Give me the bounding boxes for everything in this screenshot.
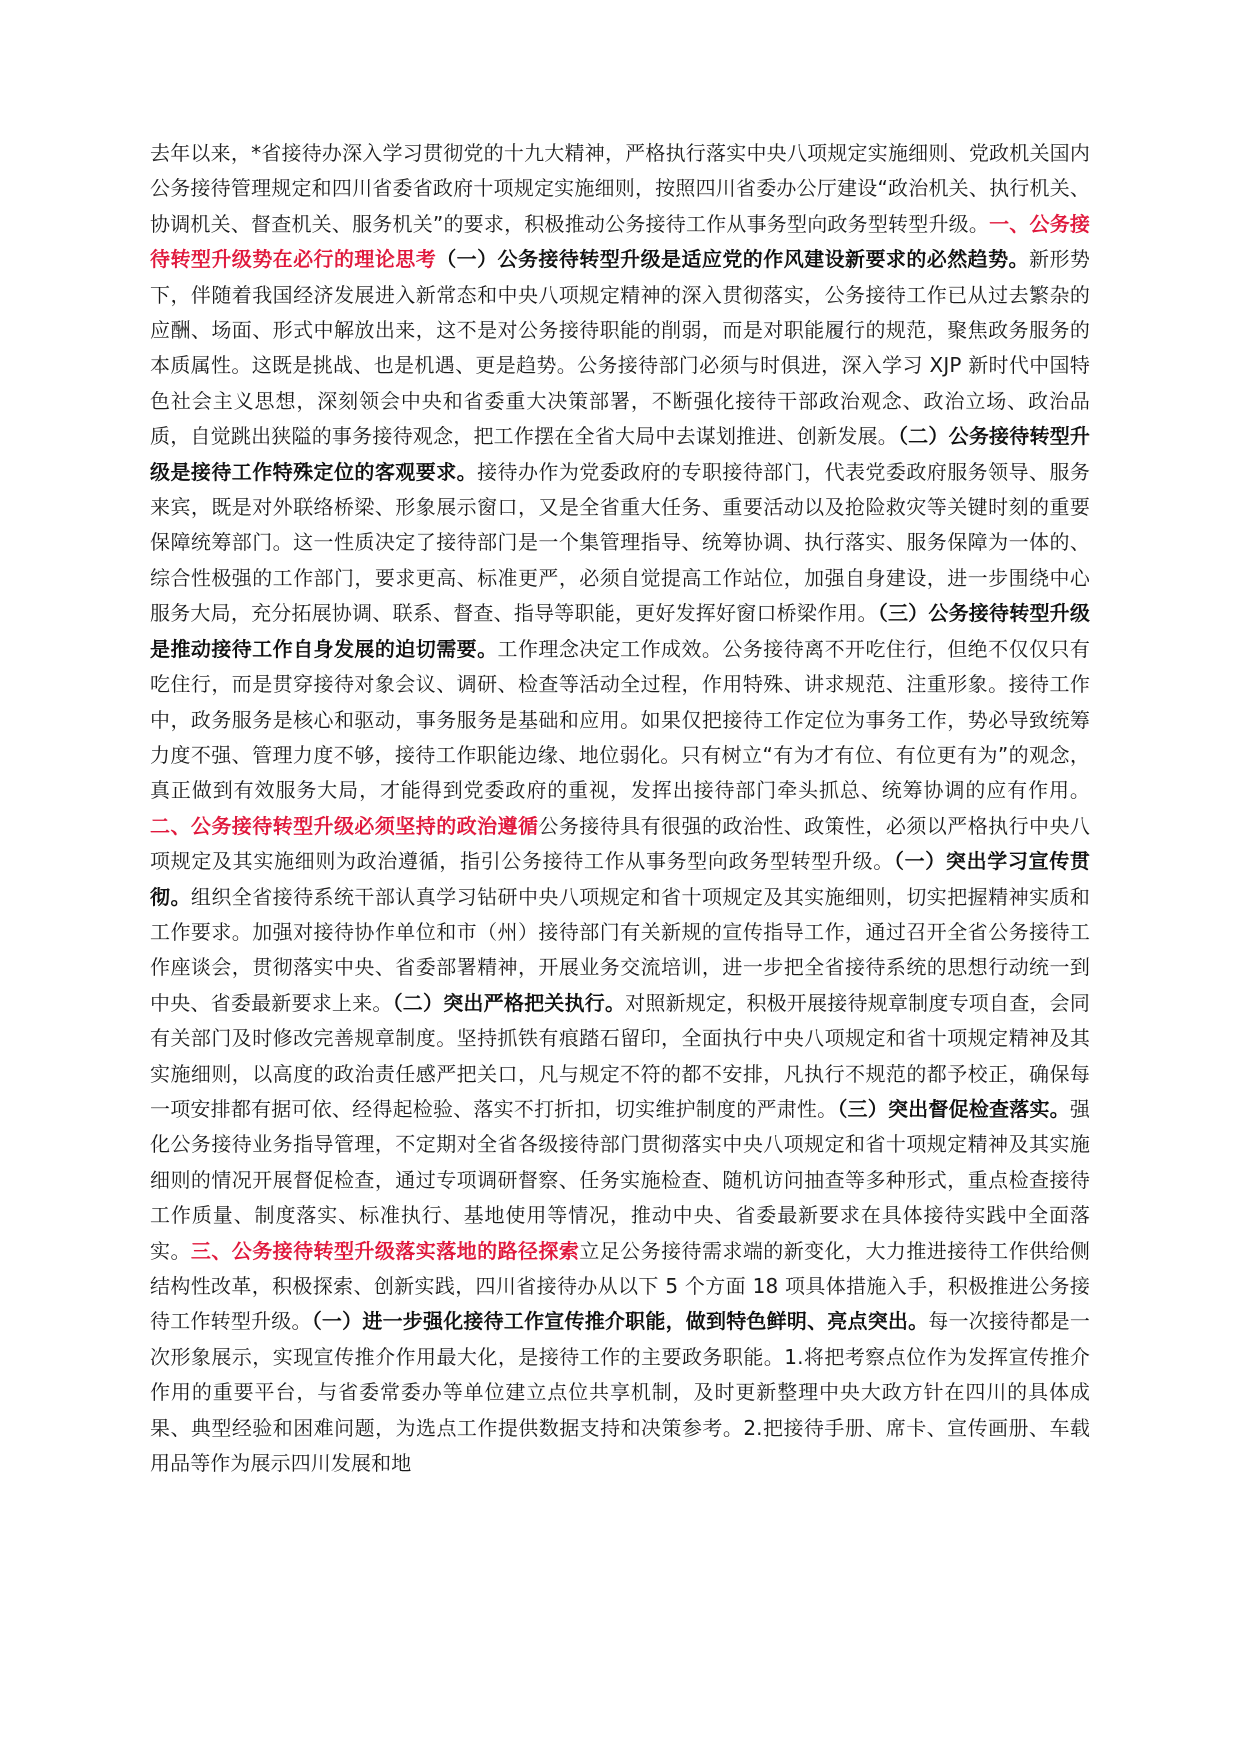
subheading-2-2: （二）突出严格把关执行。 xyxy=(392,990,626,1015)
subheading-3-1: （一）进一步强化接待工作宣传推介职能，做到特色鲜明、亮点突出。 xyxy=(311,1309,929,1334)
body-text: 强化公务接待业务指导管理，不定期对全省各级接待部门贯彻落实中央八项规定和省十项规定精神及其实施细则的情况开展督促检查，通过专项调研督察、任务实施检查、随机访问抽查等多种形式，重点检查接待工作质量、制度落实、标准执行、基地使用等情况，推动中央、省委最新要求在具体接待实践中全面落实。 xyxy=(150,1096,1090,1263)
body-text: 工作理念决定工作成效。公务接待离不开吃住行，但绝不仅仅只有吃住行，而是贯穿接待对象会议、调研、检查等活动全过程，作用特殊、讲求规范、注重形象。接待工作中，政务服务是核心和驱动，事务服务是基础和应用。如果仅把接待工作定位为事务工作，势必导致统筹力度不强、管理力度不够，接待工作职能边缘、地位弱化。只有树立“有为才有位、有位更有为”的观念，真正做到有效服务大局，才能得到党委政府的重视，发挥出接待部门牵头抓总、统筹协调的应有作用。 xyxy=(150,636,1090,803)
body-text: 立足公务接待需求端的新变化，大力推进接待工作供给侧结构性改革，积极探索、创新实践，四川省接待办从以下 5 个方面 18 项具体措施入手，积极推进公务接待工作转型升级。 xyxy=(150,1238,1091,1334)
body-text: 每一次接待都是一次形象展示，实现宣传推介作用最大化，是接待工作的主要政务职能。1.将把考察点位作为发挥宣传推介作用的重要平台，与省委常委办等单位建立点位共享机制，及时更新整理中央大政方针在四川的具体成果、典型经验和困难问题，为选点工作提供数据支持和决策参考。2.把接待手册、席卡、宣传画册、车载用品等作为展示四川发展和地 xyxy=(150,1309,1090,1476)
body-text: 公务接待具有很强的政治性、政策性，必须以严格执行中央八项规定及其实施细则为政治遵循，指引公务接待工作从事务型向政务型转型升级。 xyxy=(150,813,1090,874)
body-text: 对照新规定，积极开展接待规章制度专项自查，会同有关部门及时修改完善规章制度。坚持抓铁有痕踏石留印，全面执行中央八项规定和省十项规定精神及其实施细则，以高度的政治责任感严把关口，凡与规定不符的都不安排，凡执行不规范的都予校正，确保每一项安排都有据可依、经得起检验、落实不打折扣，切实维护制度的严肃性。 xyxy=(150,990,1090,1121)
body-paragraph xyxy=(150,136,1090,1481)
body-text: 组织全省接待系统干部认真学习钻研中央八项规定和省十项规定及其实施细则，切实把握精神实质和工作要求。加强对接待协作单位和市（州）接待部门有关新规的宣传指导工作，通过召开全省公务接待工作座谈会，贯彻落实中央、省委部署精神，开展业务交流培训，进一步把全省接待系统的思想行动统一到中央、省委最新要求上来。 xyxy=(150,884,1090,1015)
subheading-2-3: （三）突出督促检查落实。 xyxy=(837,1096,1070,1121)
subheading-1-1: （一）公务接待转型升级是适应党的作风建设新要求的必然趋势。 xyxy=(436,247,1029,272)
subheading-1-3: （三）公务接待转型升级是推动接待工作自身发展的迫切需要。 xyxy=(150,601,1090,661)
subheading-2-1: （一）突出学习宣传贯彻。 xyxy=(150,849,1091,909)
section-heading-2: 二、公务接待转型升级必须坚持的政治遵循 xyxy=(150,813,539,838)
section-heading-1: 一、公务接待转型升级势在必行的理论思考 xyxy=(150,211,1091,272)
section-heading-3: 三、公务接待转型升级落实落地的路径探索 xyxy=(190,1238,580,1263)
document-page xyxy=(150,136,1090,1481)
body-text: 接待办作为党委政府的专职接待部门，代表党委政府服务领导、服务来宾，既是对外联络桥梁、形象展示窗口，又是全省重大任务、重要活动以及抢险救灾等关键时刻的重要保障统筹部门。这一性质决定了接待部门是一个集管理指导、统筹协调、执行落实、服务保障为一体的、综合性极强的工作部门，要求更高、标准更严，必须自觉提高工作站位，加强自身建设，进一步围绕中心服务大局，充分拓展协调、联系、督查、指导等职能，更好发挥好窗口桥梁作用。 xyxy=(150,459,1090,626)
intro-text: 去年以来，*省接待办深入学习贯彻党的十九大精神，严格执行落实中央八项规定实施细则、党政机关国内公务接待管理规定和四川省委省政府十项规定实施细则，按照四川省委办公厅建设“政治机关、执行机关、协调机关、督查机关、服务机关”的要求，积极推动公务接待工作从事务型向政务型转型升级。 xyxy=(150,141,1090,236)
body-text: 新形势下，伴随着我国经济发展进入新常态和中央八项规定精神的深入贯彻落实，公务接待工作已从过去繁杂的应酬、场面、形式中解放出来，这不是对公务接待职能的削弱，而是对职能履行的规范，聚焦政务服务的本质属性。这既是挑战、也是机遇、更是趋势。公务接待部门必须与时俱进，深入学习 XJP 新时代中国特色社会主义思想，深刻领会中央和省委重大决策部署，不断强化接待干部政治观念、政治立场、政治品质，自觉跳出狭隘的事务接待观念，把工作摆在全省大局中去谋划推进、创新发展。 xyxy=(150,247,1090,449)
subheading-1-2: （二）公务接待转型升级是接待工作特殊定位的客观要求。 xyxy=(150,424,1091,484)
